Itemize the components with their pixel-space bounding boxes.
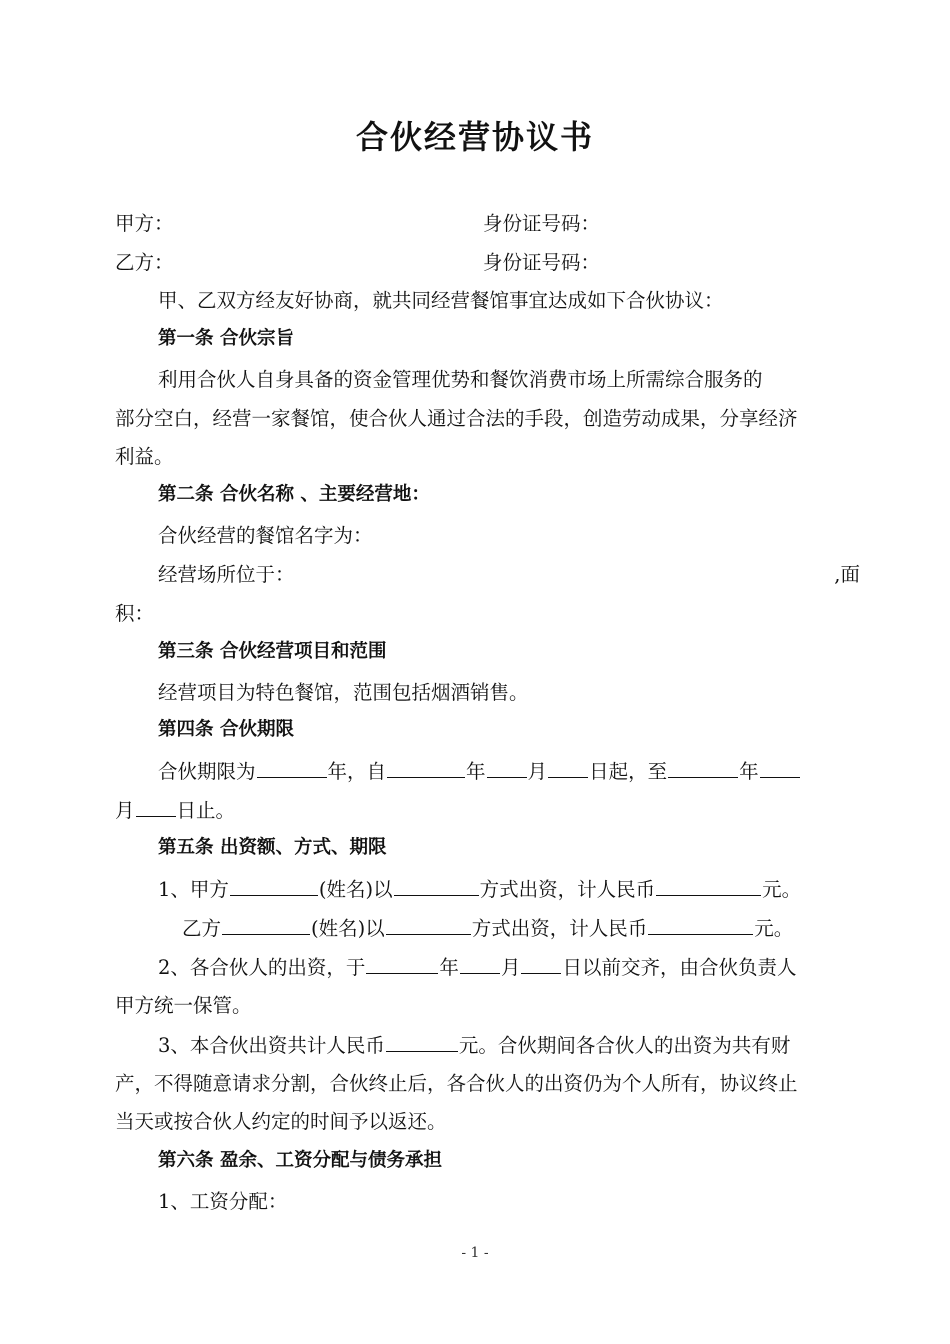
party-b-id-label: 身份证号码： [483, 251, 601, 274]
blank-field [366, 953, 438, 974]
article-1-text-line: 部分空白，经营一家餐馆，使合伙人通过合法的手段，创造劳动成果，分享经济 [115, 407, 798, 430]
capital-label: 3、本合伙出资共计人民币 [158, 1034, 385, 1057]
term-label: 月 [527, 760, 548, 783]
contribution-b-line [182, 914, 860, 943]
contribution-label: 元。 [762, 878, 802, 901]
page-number: - 1 - [461, 1245, 489, 1261]
term-label: 年 [466, 760, 486, 783]
term-text [158, 757, 801, 786]
blank-field [222, 914, 310, 935]
salary-distribution-line: 1、工资分配： [158, 1190, 288, 1213]
business-location-line [158, 561, 860, 589]
blank-field [521, 953, 561, 974]
location-label: 经营场所位于： [158, 563, 295, 586]
blank-field [394, 875, 479, 896]
payment-deadline-line-end: 甲方统一保管。 [115, 994, 252, 1017]
term-label: 日止。 [176, 799, 236, 822]
article-3-text: 经营项目为特色餐馆，范围包括烟酒销售。 [158, 681, 529, 704]
party-a-id-label: 身份证号码： [483, 212, 601, 235]
blank-field [230, 875, 318, 896]
contribution-label: 元。 [754, 917, 794, 940]
blank-field [257, 757, 327, 778]
blank-field [487, 757, 527, 778]
article-6-heading: 第六条 盈余、工资分配与债务承担 [158, 1150, 442, 1171]
article-3-heading: 第三条 合伙经营项目和范围 [158, 641, 387, 662]
contribution-label: 乙方 [182, 917, 222, 940]
document-title: 合伙经营协议书 [355, 118, 594, 156]
article-1-text-line: 利益。 [115, 445, 174, 468]
party-a-label: 甲方： [115, 212, 174, 235]
deadline-label: 月 [500, 956, 521, 979]
article-4-heading: 第四条 合伙期限 [158, 719, 294, 740]
article-2-heading: 第二条 合伙名称 、主要经营地： [158, 484, 430, 505]
deadline-label: 年 [439, 956, 459, 979]
blank-field [386, 1031, 458, 1052]
party-b-line [115, 249, 860, 277]
article-1-heading: 第一条 合伙宗旨 [158, 328, 294, 349]
article-1-text-line: 利用合伙人自身具备的资金管理优势和餐饮消费市场上所需综合服务的 [158, 368, 763, 391]
contribution-a-line [158, 875, 860, 904]
blank-field [760, 757, 800, 778]
term-line-end [115, 796, 860, 825]
contribution-label: 方式出资，计人民币 [471, 917, 648, 940]
party-b-label: 乙方： [115, 251, 174, 274]
total-capital-line: 当天或按合伙人约定的时间予以返还。 [115, 1110, 447, 1133]
contribution-label: (姓名)以 [311, 917, 385, 940]
total-capital-line [158, 1031, 860, 1060]
intro-paragraph: 甲、乙双方经友好协商，就共同经营餐馆事宜达成如下合伙协议： [158, 289, 724, 312]
payment-deadline-line [158, 953, 860, 982]
blank-field [386, 914, 471, 935]
area-label-end: 积： [115, 602, 155, 625]
blank-field [136, 796, 176, 817]
blank-field [460, 953, 500, 974]
total-capital-line: 产，不得随意请求分割，合伙终止后，各合伙人的出资仍为个人所有，协议终止 [115, 1072, 798, 1095]
term-label: 年，自 [327, 760, 387, 783]
area-label-start: ,面 [834, 563, 860, 586]
blank-field [387, 757, 465, 778]
contribution-label: 方式出资，计人民币 [479, 878, 656, 901]
term-label: 合伙期限为 [158, 760, 256, 783]
deadline-label: 2、各合伙人的出资，于 [158, 956, 366, 979]
blank-field [668, 757, 738, 778]
capital-label: 元。合伙期间各合伙人的出资为共有财 [458, 1034, 791, 1057]
blank-field [656, 875, 761, 896]
term-label: 日起，至 [589, 760, 668, 783]
term-label: 月 [115, 799, 135, 822]
deadline-label: 日以前交齐，由合伙负责人 [562, 956, 797, 979]
party-a-line [115, 210, 860, 238]
blank-field [648, 914, 753, 935]
restaurant-name-line: 合伙经营的餐馆名字为： [158, 524, 373, 547]
contribution-label: 1、甲方 [158, 878, 229, 901]
term-label: 年 [739, 760, 759, 783]
blank-field [548, 757, 588, 778]
term-line [158, 757, 860, 786]
article-5-heading: 第五条 出资额、方式、期限 [158, 837, 387, 858]
contribution-label: (姓名)以 [318, 878, 393, 901]
